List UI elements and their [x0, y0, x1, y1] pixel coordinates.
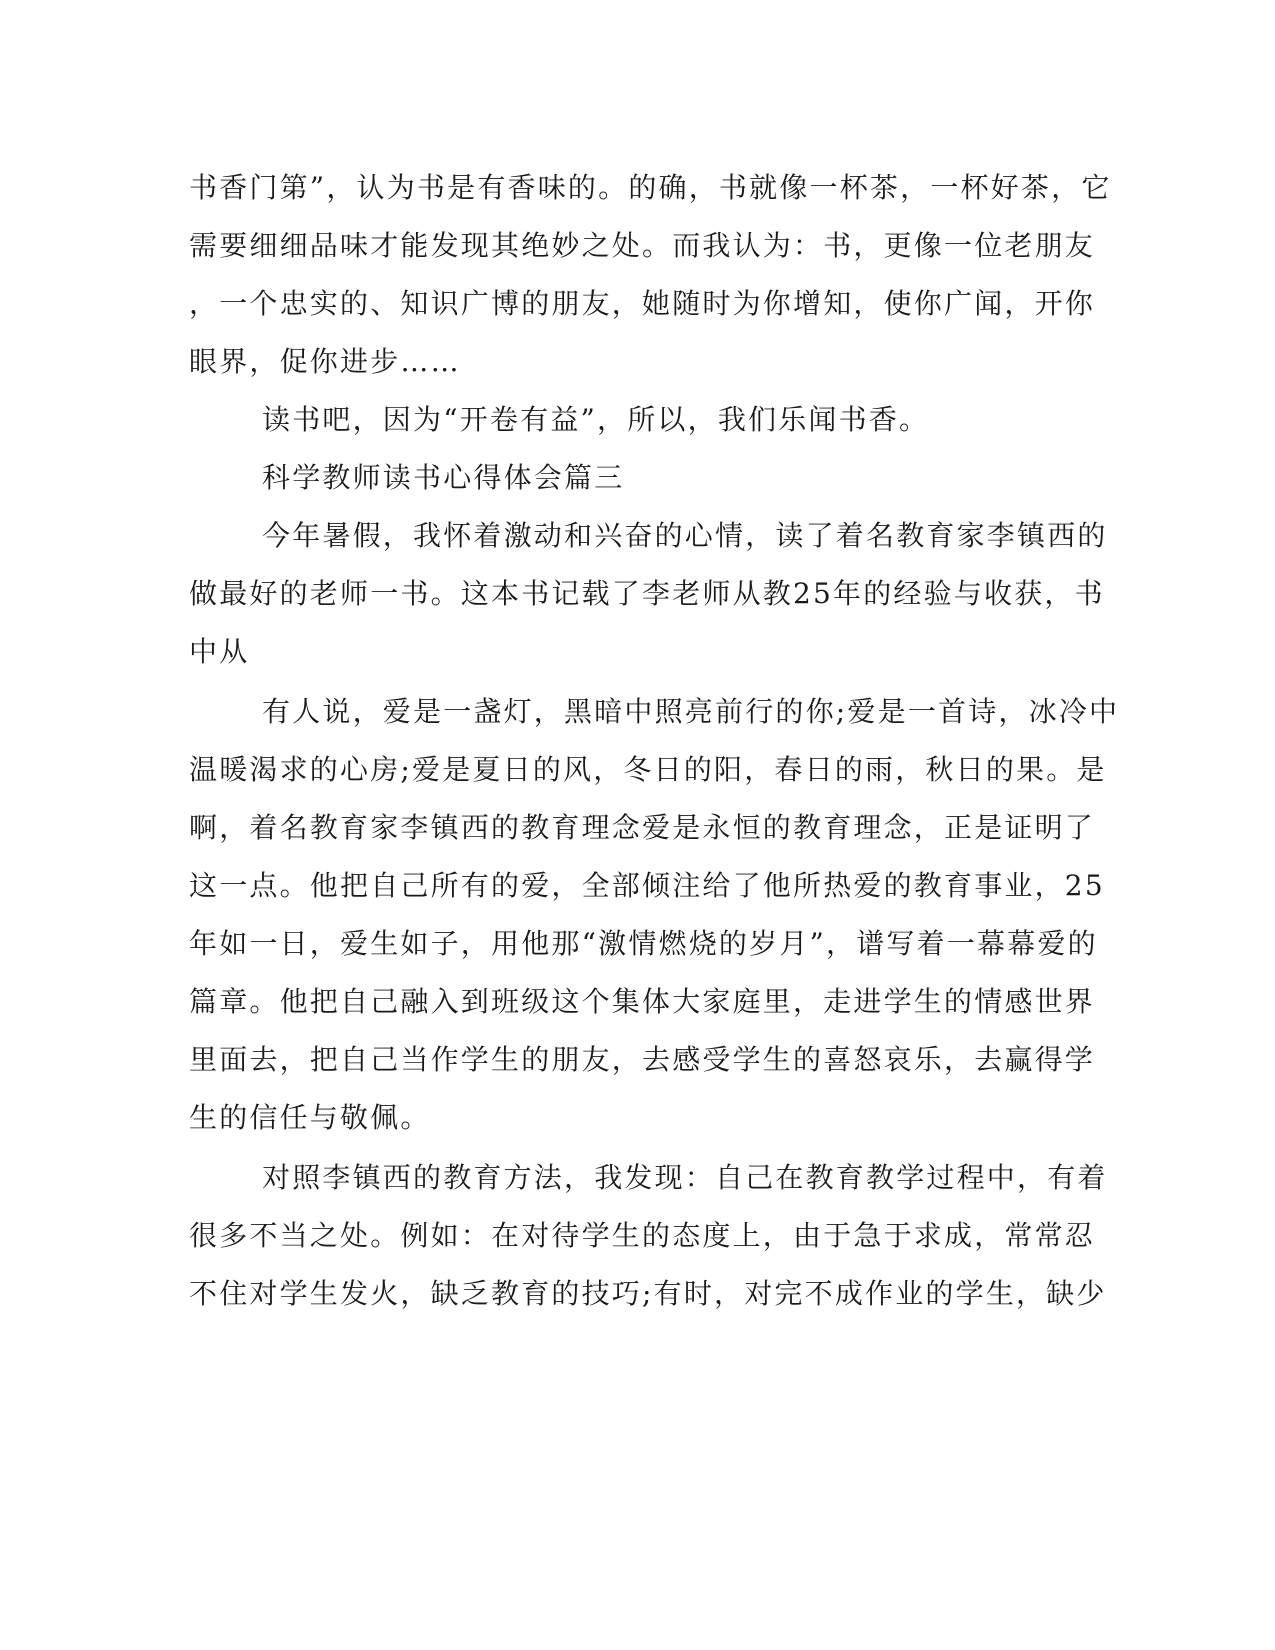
paragraph-line: ，一个忠实的、知识广博的朋友，她随时为你增知，使你广闻，开你 [189, 287, 1096, 320]
paragraph-line: 书香门第”，认为书是有香味的。的确，书就像一杯茶，一杯好茶，它 [189, 171, 1112, 204]
paragraph-line: 生的信任与敬佩。 [189, 1101, 431, 1134]
paragraph-line: 做最好的老师一书。这本书记载了李老师从教25年的经验与收获，书 [189, 577, 1105, 610]
paragraph-line: 中从 [189, 635, 250, 668]
paragraph-line: 年如一日，爱生如子，用他那“激情燃烧的岁月”，谱写着一幕幕爱的 [189, 927, 1098, 960]
paragraph-line: 今年暑假，我怀着激动和兴奋的心情，读了着名教育家李镇西的 [262, 519, 1108, 552]
paragraph-line: 温暖渴求的心房;爱是夏日的风，冬日的阳，春日的雨，秋日的果。是 [189, 753, 1107, 786]
paragraph-line: 啊，着名教育家李镇西的教育理念爱是永恒的教育理念，正是证明了 [189, 811, 1096, 844]
paragraph-line: 有人说，爱是一盏灯，黑暗中照亮前行的你;爱是一首诗，冰冷中 [262, 695, 1120, 728]
paragraph-line: 很多不当之处。例如：在对待学生的态度上，由于急于求成，常常忍 [189, 1219, 1096, 1252]
section-heading: 科学教师读书心得体会篇三 [262, 461, 625, 494]
paragraph-line: 这一点。他把自己所有的爱，全部倾注给了他所热爱的教育事业，25 [189, 869, 1105, 902]
paragraph-line: 篇章。他把自己融入到班级这个集体大家庭里，走进学生的情感世界 [189, 985, 1096, 1018]
paragraph-line: 对照李镇西的教育方法，我发现：自己在教育教学过程中，有着 [262, 1161, 1108, 1194]
paragraph-line: 不住对学生发火，缺乏教育的技巧;有时，对完不成作业的学生，缺少 [189, 1277, 1107, 1310]
paragraph-line: 里面去，把自己当作学生的朋友，去感受学生的喜怒哀乐，去赢得学 [189, 1043, 1096, 1076]
paragraph-line: 需要细细品味才能发现其绝妙之处。而我认为：书，更像一位老朋友 [189, 229, 1096, 262]
paragraph-line: 读书吧，因为“开卷有益”，所以，我们乐闻书香。 [262, 403, 930, 436]
paragraph-line: 眼界，促你进步…… [189, 345, 461, 378]
